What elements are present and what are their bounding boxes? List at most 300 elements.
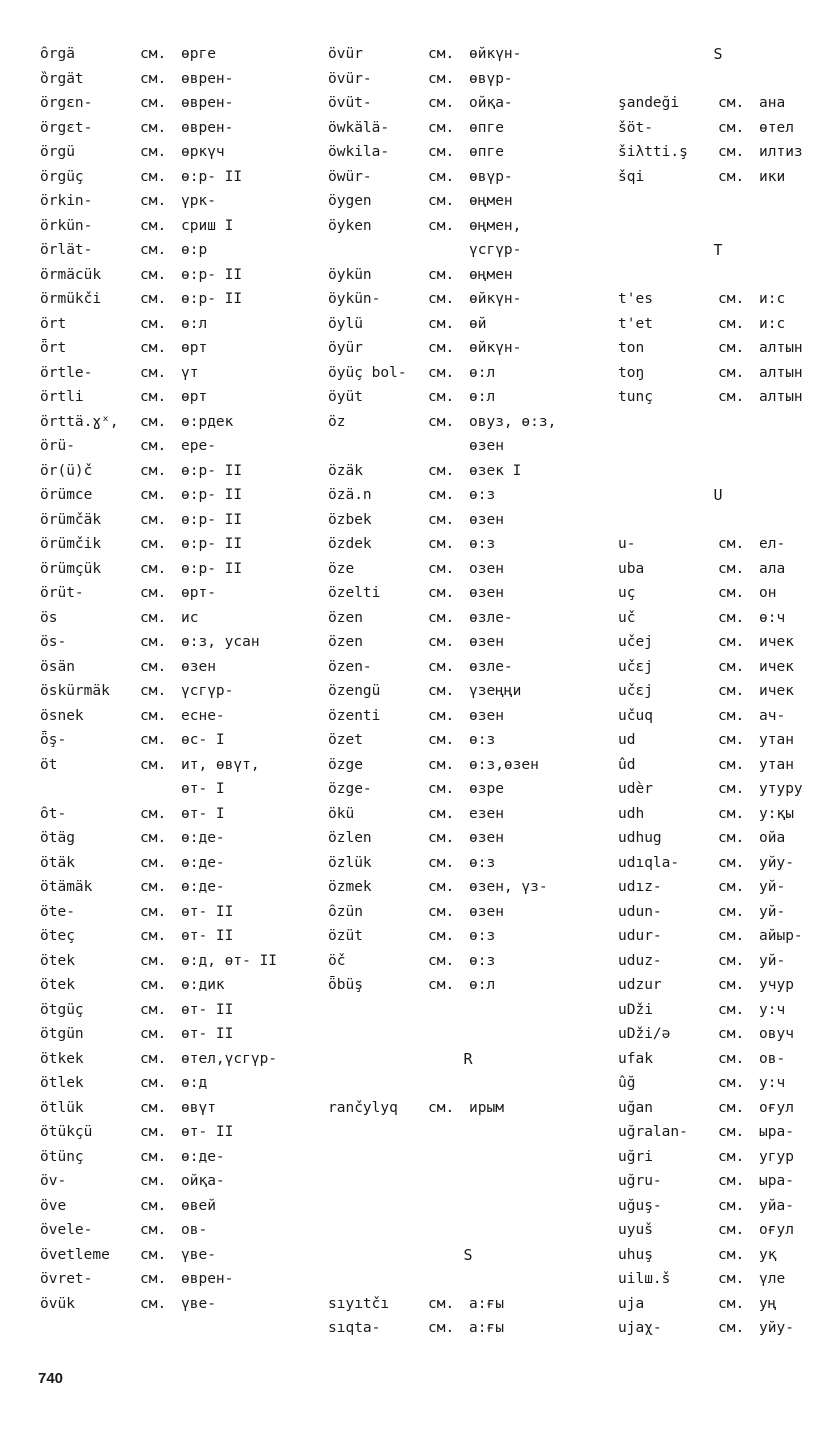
dictionary-entry <box>328 165 608 190</box>
dictionary-entry <box>40 1169 330 1194</box>
dictionary-entry <box>328 1169 608 1194</box>
dictionary-entry <box>40 998 330 1023</box>
headword: övele- <box>40 1222 93 1238</box>
see-reference-label: см. <box>428 389 455 405</box>
cross-reference-target: есне- <box>181 707 225 724</box>
dictionary-entry <box>40 1047 330 1072</box>
see-reference-label: см. <box>140 1099 167 1116</box>
dictionary-entry <box>40 1071 330 1096</box>
cross-reference-target: у:ч <box>759 1075 786 1091</box>
see-reference-label: см. <box>140 487 167 503</box>
see-reference-label: см. <box>140 707 167 724</box>
headword: öylü <box>328 315 363 332</box>
see-reference-label: см. <box>140 242 167 258</box>
see-reference-label: см. <box>140 1124 167 1140</box>
dictionary-entry <box>328 336 608 361</box>
cross-reference-target: ө:д, өт- II <box>181 952 278 969</box>
see-reference-label: см. <box>428 977 455 993</box>
cross-reference-target: ө:з <box>469 487 496 503</box>
dictionary-entry <box>40 802 330 827</box>
cross-reference-target: он <box>759 585 777 601</box>
headword: özäk <box>328 462 363 479</box>
cross-reference-target: ө:р- II <box>181 560 243 577</box>
dictionary-entry <box>618 949 818 974</box>
cross-reference-target: ики <box>759 168 786 185</box>
cross-reference-target: уйу- <box>759 854 794 871</box>
dictionary-entry <box>618 287 818 312</box>
dictionary-entry <box>328 1218 608 1243</box>
headword: özüt <box>328 928 363 944</box>
see-reference-label: см. <box>428 291 455 307</box>
dictionary-entry <box>40 704 330 729</box>
headword: özdek <box>328 536 372 552</box>
cross-reference-target: у:қы <box>759 805 794 822</box>
cross-reference-target: а:ғы <box>469 1320 504 1336</box>
dictionary-entry <box>40 924 330 949</box>
dictionary-entry <box>618 900 818 925</box>
dictionary-entry <box>40 875 330 900</box>
section-letter: U <box>713 486 723 504</box>
section-letter: S <box>713 45 723 63</box>
cross-reference-target: өркүч <box>181 144 225 160</box>
cross-reference-target: өзек I <box>469 462 522 479</box>
see-reference-label: см. <box>140 585 167 601</box>
cross-reference-target: өт- I <box>181 805 225 822</box>
see-reference-label: см. <box>428 952 455 969</box>
cross-reference-target: өт- II <box>181 1001 234 1018</box>
cross-reference-target: ала <box>759 560 786 577</box>
dictionary-entry <box>328 1145 608 1170</box>
headword: öv- <box>40 1173 67 1189</box>
dictionary-entry <box>40 1267 330 1292</box>
see-reference-label: см. <box>428 585 455 601</box>
see-reference-label: см. <box>140 315 167 332</box>
see-reference-label: см. <box>718 928 745 944</box>
dictionary-entry <box>40 557 330 582</box>
dictionary-entry <box>328 361 608 386</box>
dictionary-entry <box>40 189 330 214</box>
dictionary-entry <box>328 851 608 876</box>
headword: uduz- <box>618 952 662 969</box>
dictionary-entry <box>618 1169 818 1194</box>
cross-reference-target: ө:р <box>181 242 208 258</box>
headword: učuq <box>618 707 653 724</box>
see-reference-label: см. <box>140 217 167 234</box>
cross-reference-target: уқ <box>759 1246 777 1263</box>
see-reference-label: см. <box>718 658 745 675</box>
dictionary-entry <box>328 140 608 165</box>
cross-reference-target: ө:р- II <box>181 462 243 479</box>
cross-reference-target: ичек <box>759 683 794 699</box>
headword: sıyıtčı <box>328 1295 390 1312</box>
cross-reference-target: ө:л <box>181 315 208 332</box>
cross-reference-target: утан <box>759 732 794 748</box>
headword: ujaχ- <box>618 1320 662 1336</box>
headword: ufak <box>618 1050 653 1067</box>
headword: ört <box>40 315 67 332</box>
dictionary-entry <box>40 91 330 116</box>
dictionary-entry <box>328 606 608 631</box>
cross-reference-target: ирым <box>469 1099 504 1116</box>
see-reference-label: см. <box>718 977 745 993</box>
see-reference-label: см. <box>428 854 455 871</box>
cross-reference-target: ө:р- II <box>181 511 243 528</box>
headword: övetleme <box>40 1246 110 1263</box>
see-reference-label: см. <box>140 389 167 405</box>
cross-reference-target: ичек <box>759 634 794 650</box>
headword: örtle- <box>40 364 93 381</box>
cross-reference-target: озен <box>469 560 504 577</box>
see-reference-label: см. <box>140 511 167 528</box>
dictionary-entry <box>618 1267 818 1292</box>
headword: ȫş- <box>40 732 67 748</box>
headword: ötlek <box>40 1075 84 1091</box>
see-reference-label: см. <box>718 707 745 724</box>
see-reference-label: см. <box>140 1001 167 1018</box>
section-heading-row <box>328 1243 608 1268</box>
see-reference-label: см. <box>428 536 455 552</box>
dictionary-entry <box>40 116 330 141</box>
see-reference-label: см. <box>140 1246 167 1263</box>
see-reference-label: см. <box>428 487 455 503</box>
headword: udun- <box>618 903 662 920</box>
cross-reference-target: үве- <box>181 1295 216 1312</box>
cross-reference-target: ов- <box>181 1222 208 1238</box>
cross-reference-target: өт- II <box>181 928 234 944</box>
cross-reference-target: ач- <box>759 707 786 724</box>
section-letter: S <box>463 1245 473 1264</box>
dictionary-entry <box>618 973 818 998</box>
see-reference-label: см. <box>718 1001 745 1018</box>
see-reference-label: см. <box>718 952 745 969</box>
cross-reference-target: ана <box>759 95 786 111</box>
dictionary-entry <box>618 704 818 729</box>
dictionary-entry <box>328 459 608 484</box>
dictionary-entry <box>40 728 330 753</box>
dictionary-entry <box>40 361 330 386</box>
headword: sıqta- <box>328 1320 381 1336</box>
dictionary-entry <box>618 67 818 92</box>
headword: öwür- <box>328 168 372 185</box>
cross-reference-target: илтиз <box>759 144 803 160</box>
see-reference-label: см. <box>428 462 455 479</box>
cross-reference-target: өйкүн- <box>469 46 522 62</box>
dictionary-entry <box>328 802 608 827</box>
dictionary-entry <box>328 1292 608 1317</box>
cross-reference-target: ел- <box>759 536 786 552</box>
see-reference-label: см. <box>140 1026 167 1042</box>
cross-reference-target: өвүр- <box>469 168 513 185</box>
dictionary-entry <box>618 385 818 410</box>
see-reference-label: см. <box>428 781 455 797</box>
cross-reference-target: өзен <box>469 634 504 650</box>
cross-reference-target: үрк- <box>181 193 216 209</box>
see-reference-label: см. <box>718 95 745 111</box>
dictionary-entry <box>40 949 330 974</box>
cross-reference-target: ө:з <box>469 854 496 871</box>
cross-reference-target: и:с <box>759 291 786 307</box>
headword: ös- <box>40 634 67 650</box>
headword: uhuş <box>618 1246 653 1263</box>
dictionary-entry <box>328 1120 608 1145</box>
cross-reference-target: ө:де- <box>181 854 225 871</box>
headword: uDži/ə <box>618 1026 671 1042</box>
headword: öygen <box>328 193 372 209</box>
cross-reference-target: ө:з <box>469 952 496 969</box>
cross-reference-target: өзле- <box>469 658 513 675</box>
headword: t'es <box>618 291 653 307</box>
headword: udıqla- <box>618 854 680 871</box>
headword: özen <box>328 634 363 650</box>
cross-reference-target: езен <box>469 805 504 822</box>
dictionary-entry <box>328 1316 608 1341</box>
cross-reference-target: ойқа- <box>469 95 513 111</box>
cross-reference-target: ө:д <box>181 1075 208 1091</box>
headword: öve <box>40 1197 67 1214</box>
cross-reference-target: алтын <box>759 364 803 381</box>
cross-reference-target: өзен <box>469 707 504 724</box>
see-reference-label: см. <box>428 683 455 699</box>
dictionary-entry <box>618 851 818 876</box>
see-reference-label: см. <box>428 707 455 724</box>
see-reference-label: см. <box>140 1075 167 1091</box>
headword: učej <box>618 634 653 650</box>
dictionary-entry <box>328 385 608 410</box>
cross-reference-target: өңмен <box>469 193 513 209</box>
dictionary-entry <box>328 532 608 557</box>
see-reference-label: см. <box>140 340 167 356</box>
headword: uğralan- <box>618 1124 688 1140</box>
headword: uč <box>618 609 636 626</box>
see-reference-label: см. <box>718 1197 745 1214</box>
cross-reference-target: үве- <box>181 1246 216 1263</box>
headword: ȫrt <box>40 340 67 356</box>
dictionary-entry <box>328 263 608 288</box>
dictionary-entry <box>618 875 818 900</box>
dictionary-entry <box>40 1096 330 1121</box>
headword: öyür <box>328 340 363 356</box>
headword: ötek <box>40 952 75 969</box>
headword: öwkila- <box>328 144 390 160</box>
headword: ton <box>618 340 645 356</box>
see-reference-label: см. <box>428 95 455 111</box>
headword: ötäg <box>40 830 75 846</box>
dictionary-entry <box>40 459 330 484</box>
cross-reference-target: өзен <box>469 830 504 846</box>
see-reference-label: см. <box>718 168 745 185</box>
cross-reference-target: уй- <box>759 879 786 895</box>
see-reference-label: см. <box>428 928 455 944</box>
see-reference-label: см. <box>718 340 745 356</box>
cross-reference-target: ө:з, усан <box>181 634 260 650</box>
dictionary-entry <box>328 1071 608 1096</box>
cross-reference-target: ө:ч <box>759 609 786 626</box>
headword: öskürmäk <box>40 683 110 699</box>
headword: örümçük <box>40 560 102 577</box>
dictionary-entry <box>618 532 818 557</box>
dictionary-entry <box>618 459 818 484</box>
see-reference-label: см. <box>140 805 167 822</box>
cross-reference-target: өрт- <box>181 585 216 601</box>
see-reference-label: см. <box>428 1295 455 1312</box>
headword: ösnek <box>40 707 84 724</box>
see-reference-label: см. <box>718 1222 745 1238</box>
see-reference-label: см. <box>718 683 745 699</box>
headword: öz <box>328 413 346 430</box>
dictionary-entry <box>328 312 608 337</box>
headword: u- <box>618 536 636 552</box>
see-reference-label: см. <box>140 95 167 111</box>
column-1 <box>40 42 330 1316</box>
headword: ȏzün <box>328 903 363 920</box>
dictionary-entry <box>40 42 330 67</box>
dictionary-entry <box>328 1194 608 1219</box>
cross-reference-target: өрт <box>181 340 208 356</box>
dictionary-entry <box>328 214 608 239</box>
cross-reference-target: үсгүр- <box>181 683 234 699</box>
headword: ör(ü)č <box>40 462 93 479</box>
dictionary-entry <box>618 728 818 753</box>
see-reference-label: см. <box>718 854 745 871</box>
headword: özen- <box>328 658 372 675</box>
headword: šiλtti.ş <box>618 144 688 160</box>
headword: öykün- <box>328 291 381 307</box>
see-reference-label: см. <box>140 634 167 650</box>
headword: uyuš <box>618 1222 653 1238</box>
see-reference-label: см. <box>428 1099 455 1116</box>
dictionary-entry <box>618 1022 818 1047</box>
headword: ötgüç <box>40 1001 84 1018</box>
dictionary-entry <box>328 728 608 753</box>
see-reference-label: см. <box>718 1148 745 1165</box>
dictionary-entry <box>328 704 608 729</box>
headword: ötünç <box>40 1148 84 1165</box>
headword: ud <box>618 732 636 748</box>
cross-reference-target: өт- II <box>181 1124 234 1140</box>
headword: ökü <box>328 805 355 822</box>
headword: övür- <box>328 70 372 87</box>
headword: özenti <box>328 707 381 724</box>
headword: övür <box>328 46 363 62</box>
cross-reference-target: уйа- <box>759 1197 794 1214</box>
see-reference-label: см. <box>140 1050 167 1067</box>
column-3 <box>618 42 818 1341</box>
cross-reference-target: өйкүн- <box>469 291 522 307</box>
see-reference-label: см. <box>718 1246 745 1263</box>
dictionary-entry <box>40 900 330 925</box>
headword: örgü <box>40 144 75 160</box>
dictionary-entry <box>40 1243 330 1268</box>
headword: örkün- <box>40 217 93 234</box>
cross-reference-target: уй- <box>759 952 786 969</box>
cross-reference-target: а:ғы <box>469 1295 504 1312</box>
dictionary-entry <box>328 973 608 998</box>
cross-reference-target: өс- I <box>181 732 225 748</box>
cross-reference-target: ө:де- <box>181 879 225 895</box>
cross-reference-target: учур <box>759 977 794 993</box>
dictionary-entry <box>618 679 818 704</box>
headword: uğuş- <box>618 1197 662 1214</box>
headword: öteç <box>40 928 75 944</box>
headword: örgüç <box>40 168 84 185</box>
dictionary-entry <box>328 1267 608 1292</box>
dictionary-entry <box>618 214 818 239</box>
headword: örgɛt- <box>40 119 93 136</box>
headword: ötlük <box>40 1099 84 1116</box>
dictionary-entry <box>40 238 330 263</box>
cross-reference-target: өзле- <box>469 609 513 626</box>
see-reference-label: см. <box>140 560 167 577</box>
cross-reference-target: ичек <box>759 658 794 675</box>
see-reference-label: см. <box>140 144 167 160</box>
headword: öykün <box>328 266 372 283</box>
headword: uç <box>618 585 636 601</box>
headword: öyüt <box>328 389 363 405</box>
cross-reference-target: өзен <box>469 903 504 920</box>
see-reference-label: см. <box>140 1271 167 1287</box>
cross-reference-target: овуз, ө:з, <box>469 413 557 430</box>
see-reference-label: см. <box>718 1124 745 1140</box>
see-reference-label: см. <box>428 340 455 356</box>
cross-reference-target: ов- <box>759 1050 786 1067</box>
dictionary-entry <box>328 238 608 263</box>
dictionary-entry <box>328 826 608 851</box>
dictionary-entry <box>328 875 608 900</box>
cross-reference-target: өврен- <box>181 1271 234 1287</box>
see-reference-label: см. <box>718 1075 745 1091</box>
see-reference-label: см. <box>428 364 455 381</box>
cross-reference-target: ө:л <box>469 389 496 405</box>
see-reference-label: см. <box>140 903 167 920</box>
headword: özge- <box>328 781 372 797</box>
see-reference-label: см. <box>428 634 455 650</box>
dictionary-entry <box>328 410 608 435</box>
see-reference-label: см. <box>140 291 167 307</box>
cross-reference-target: өврен- <box>181 70 234 87</box>
dictionary-entry <box>40 214 330 239</box>
dictionary-entry <box>328 949 608 974</box>
cross-reference-target: ит, өвүт, <box>181 756 260 773</box>
dictionary-entry <box>618 777 818 802</box>
headword: özä.n <box>328 487 372 503</box>
see-reference-label: см. <box>718 903 745 920</box>
dictionary-entry <box>40 1022 330 1047</box>
see-reference-label: см. <box>140 1222 167 1238</box>
see-reference-label: см. <box>718 1173 745 1189</box>
see-reference-label: см. <box>718 1099 745 1116</box>
see-reference-label: см. <box>718 585 745 601</box>
headword: özlen <box>328 830 372 846</box>
see-reference-label: см. <box>428 119 455 136</box>
headword: övret- <box>40 1271 93 1287</box>
dictionary-entry <box>40 483 330 508</box>
headword: özge <box>328 756 363 773</box>
dictionary-entry <box>40 1145 330 1170</box>
headword: özengü <box>328 683 381 699</box>
dictionary-entry <box>618 312 818 337</box>
see-reference-label: см. <box>428 879 455 895</box>
dictionary-entry <box>618 1047 818 1072</box>
cross-reference-target: өзре <box>469 781 504 797</box>
headword: udzur <box>618 977 662 993</box>
see-reference-label: см. <box>718 315 745 332</box>
dictionary-entry <box>328 287 608 312</box>
dictionary-entry <box>618 924 818 949</box>
see-reference-label: см. <box>428 658 455 675</box>
dictionary-entry <box>328 581 608 606</box>
headword: učɛj <box>618 683 653 699</box>
cross-reference-target: и:с <box>759 315 786 332</box>
